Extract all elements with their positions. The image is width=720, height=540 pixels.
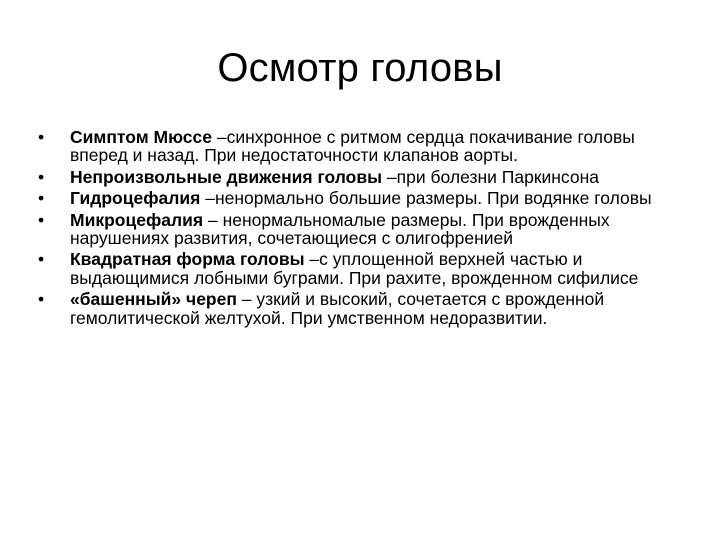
bullet-icon: • [38, 127, 45, 147]
item-term: Микроцефалия [70, 209, 208, 230]
slide-title: Осмотр головы [217, 46, 503, 90]
list-item [36, 290, 672, 327]
item-term: «башенный» череп [70, 289, 242, 310]
item-term: Гидроцефалия [70, 188, 206, 209]
list-item [36, 250, 672, 287]
item-term: Симптом Мюссе [70, 127, 217, 147]
list-item [36, 189, 672, 207]
bullet-icon: • [38, 166, 45, 187]
item-description: –с уплощенной верхней частью и выдающимися лобными буграми. При рахите, врожденном сифилисе [70, 249, 639, 288]
item-term: Квадратная форма головы [70, 249, 310, 270]
item-description: – ненормальномалые размеры. При врожденных нарушениях развития, сочетающиеся с олигофренией [70, 209, 610, 249]
bullet-icon: • [38, 209, 45, 230]
item-description: – узкий и высокий, сочетается с врожденной гемолитической желтухой. При умственном недоразвитии. [70, 289, 605, 328]
bullet-icon: • [38, 249, 45, 270]
item-description: –синхронное с ритмом сердца покачивание головы вперед и назад. При недостаточности клапанов аорты. [70, 127, 635, 166]
list-item [36, 211, 672, 248]
bullet-icon: • [38, 188, 45, 209]
item-term: Непроизвольные движения головы [70, 166, 387, 187]
item-description: –при болезни Паркинсона [386, 166, 599, 187]
bullet-icon: • [38, 289, 45, 310]
bullet-list [36, 128, 672, 330]
list-item [36, 168, 672, 186]
list-item [36, 128, 672, 165]
item-description: –ненормально большие размеры. При водянке головы [205, 188, 652, 209]
